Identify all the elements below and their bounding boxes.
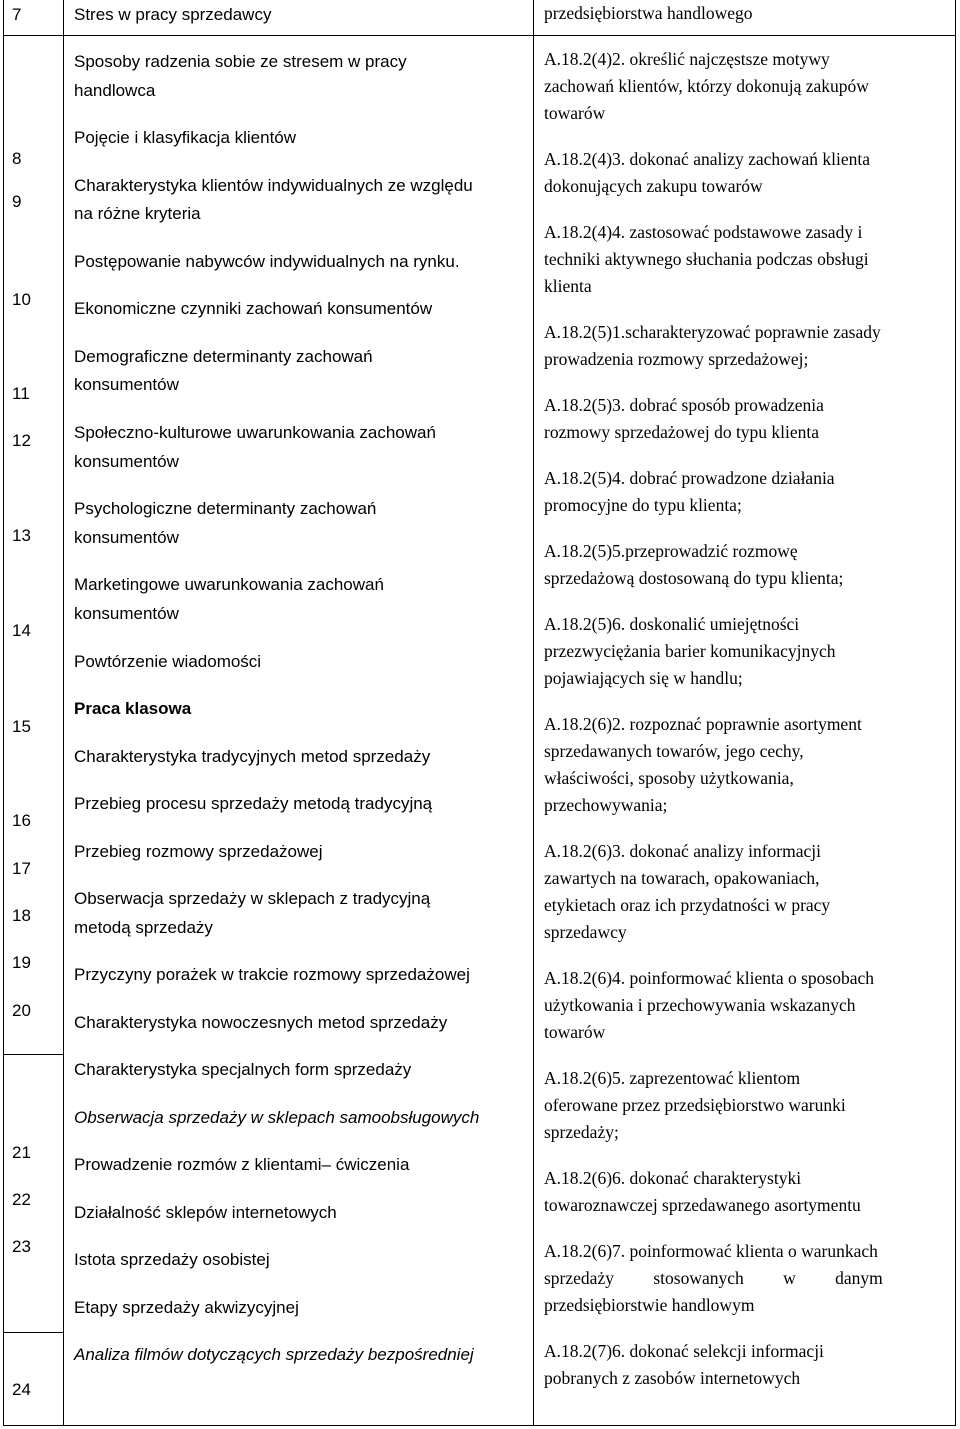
learning-effect: A.18.2(6)6. dokonać charakterystyki: [544, 1168, 802, 1188]
learning-effect: A.18.2(5)4. dobrać prowadzone działania: [544, 468, 835, 488]
lesson-number: 16: [12, 811, 31, 830]
lesson-topic: Charakterystyka specjalnych form sprzedaży: [74, 1060, 412, 1079]
lesson-number: 17: [12, 859, 31, 878]
lesson-number: 7: [12, 5, 22, 24]
lesson-topic: Sposoby radzenia sobie ze stresem w pracy: [74, 52, 407, 71]
learning-effect: A.18.2(6)3. dokonać analizy informacji: [544, 841, 821, 861]
learning-effect: sprzedażową dostosowaną do typu klienta;: [544, 568, 844, 588]
learning-effect: pojawiających się w handlu;: [544, 668, 743, 688]
lesson-topic: konsumentów: [74, 452, 179, 471]
lesson-topic: Obserwacja sprzedaży w sklepach z tradycyjną: [74, 889, 431, 908]
learning-effect: przedsiębiorstwie handlowym: [544, 1295, 755, 1315]
learning-effect: A.18.2(6)2. rozpoznać poprawnie asortyment: [544, 714, 862, 734]
learning-effect: A.18.2(6)4. poinformować klienta o sposobach: [544, 968, 874, 988]
lesson-number: 22: [12, 1190, 31, 1209]
lesson-topic: Stres w pracy sprzedawcy: [74, 5, 272, 24]
learning-effect: zachowań klientów, którzy dokonują zakupów: [544, 76, 869, 96]
lesson-topic: Demograficzne determinanty zachowań: [74, 347, 373, 366]
lesson-topic: Analiza filmów dotyczących sprzedaży bezpośredniej: [74, 1345, 474, 1364]
lesson-number: 14: [12, 621, 31, 640]
learning-effect: A.18.2(5)3. dobrać sposób prowadzenia: [544, 395, 824, 415]
learning-effect: przedsiębiorstwa handlowego: [544, 3, 753, 23]
lesson-number: 18: [12, 906, 31, 925]
learning-effect: przezwyciężania barier komunikacyjnych: [544, 641, 836, 661]
lesson-topic: Praca klasowa: [74, 699, 192, 718]
lesson-topic: Działalność sklepów internetowych: [74, 1203, 337, 1222]
learning-effect: sprzedaży stosowanych w danym: [544, 1268, 883, 1288]
column-divider-right: [533, 0, 534, 1426]
lesson-topic: Psychologiczne determinanty zachowań: [74, 499, 377, 518]
learning-effect: A.18.2(6)7. poinformować klienta o warunkach: [544, 1241, 878, 1261]
learning-effect: A.18.2(4)2. określić najczęstsze motywy: [544, 49, 830, 69]
learning-effect: prowadzenia rozmowy sprzedażowej;: [544, 349, 809, 369]
lesson-number: 23: [12, 1237, 31, 1256]
lesson-topic: Przebieg rozmowy sprzedażowej: [74, 842, 323, 861]
learning-effect: A.18.2(5)1.scharakteryzować poprawnie zasady: [544, 322, 881, 342]
lesson-topic: Powtórzenie wiadomości: [74, 652, 262, 671]
lesson-number: 20: [12, 1001, 31, 1020]
row-divider: [3, 35, 956, 36]
learning-effect: sprzedawcy: [544, 922, 627, 942]
column-divider-left: [63, 0, 64, 1426]
learning-effect: A.18.2(4)4. zastosować podstawowe zasady i: [544, 222, 863, 242]
learning-effect: A.18.2(5)6. doskonalić umiejętności: [544, 614, 800, 634]
lesson-topic: Charakterystyka tradycyjnych metod sprzedaży: [74, 747, 431, 766]
lesson-topic: Pojęcie i klasyfikacja klientów: [74, 128, 297, 147]
lesson-topic: Ekonomiczne czynniki zachowań konsumentów: [74, 299, 433, 318]
learning-effect: etykietach oraz ich przydatności w pracy: [544, 895, 831, 915]
learning-effect: sprzedaży;: [544, 1122, 619, 1142]
lesson-topic: Charakterystyka klientów indywidualnych ze względu: [74, 176, 473, 195]
lesson-topic: Etapy sprzedaży akwizycyjnej: [74, 1298, 299, 1317]
lesson-number: 10: [12, 290, 31, 309]
learning-effect: dokonujących zakupu towarów: [544, 176, 763, 196]
lesson-topic: konsumentów: [74, 604, 179, 623]
row-divider: [3, 1054, 64, 1055]
lesson-number: 12: [12, 431, 31, 450]
lesson-number: 11: [12, 384, 30, 403]
learning-effect: A.18.2(6)5. zaprezentować klientom: [544, 1068, 801, 1088]
learning-effect: A.18.2(4)3. dokonać analizy zachowań klienta: [544, 149, 871, 169]
row-divider: [3, 1332, 64, 1333]
lesson-topic: konsumentów: [74, 375, 179, 394]
learning-effect: pobranych z zasobów internetowych: [544, 1368, 801, 1388]
lesson-topic: Społeczno-kulturowe uwarunkowania zachowań: [74, 423, 436, 442]
lesson-topic: Prowadzenie rozmów z klientami– ćwiczenia: [74, 1155, 410, 1174]
lesson-number: 13: [12, 526, 31, 545]
lesson-topic: metodą sprzedaży: [74, 918, 213, 937]
lesson-number: 21: [12, 1143, 31, 1162]
learning-effect: klienta: [544, 276, 592, 296]
lesson-number: 8: [12, 149, 22, 168]
lesson-topic: Przyczyny porażek w trakcie rozmowy sprzedażowej: [74, 965, 470, 984]
learning-effect: A.18.2(5)5.przeprowadzić rozmowę: [544, 541, 798, 561]
lesson-number: 9: [12, 192, 22, 211]
lesson-topic: konsumentów: [74, 528, 179, 547]
learning-effect: zawartych na towarach, opakowaniach,: [544, 868, 820, 888]
lesson-number: 15: [12, 717, 31, 736]
learning-effect: towaroznawczej sprzedawanego asortymentu: [544, 1195, 861, 1215]
learning-effect: użytkowania i przechowywania wskazanych: [544, 995, 856, 1015]
lesson-topic: Przebieg procesu sprzedaży metodą tradycyjną: [74, 794, 433, 813]
lesson-number: 24: [12, 1380, 31, 1399]
learning-effect: techniki aktywnego słuchania podczas obsługi: [544, 249, 869, 269]
learning-effect: oferowane przez przedsiębiorstwo warunki: [544, 1095, 846, 1115]
lesson-topic: na różne kryteria: [74, 204, 201, 223]
learning-effect: sprzedawanych towarów, jego cechy,: [544, 741, 804, 761]
lesson-topic: Istota sprzedaży osobistej: [74, 1250, 270, 1269]
lesson-topic: handlowca: [74, 81, 156, 100]
learning-effect: przechowywania;: [544, 795, 668, 815]
learning-effect: towarów: [544, 103, 606, 123]
learning-effect: A.18.2(7)6. dokonać selekcji informacji: [544, 1341, 824, 1361]
lesson-topic: Obserwacja sprzedaży w sklepach samoobsługowych: [74, 1108, 480, 1127]
lesson-topic: Charakterystyka nowoczesnych metod sprzedaży: [74, 1013, 448, 1032]
learning-effect: promocyjne do typu klienta;: [544, 495, 742, 515]
learning-effect: rozmowy sprzedażowej do typu klienta: [544, 422, 820, 442]
lesson-topic: Marketingowe uwarunkowania zachowań: [74, 575, 384, 594]
lesson-topic: Postępowanie nabywców indywidualnych na rynku.: [74, 252, 460, 271]
learning-effect: towarów: [544, 1022, 606, 1042]
learning-effect: właściwości, sposoby użytkowania,: [544, 768, 794, 788]
lesson-number: 19: [12, 953, 31, 972]
